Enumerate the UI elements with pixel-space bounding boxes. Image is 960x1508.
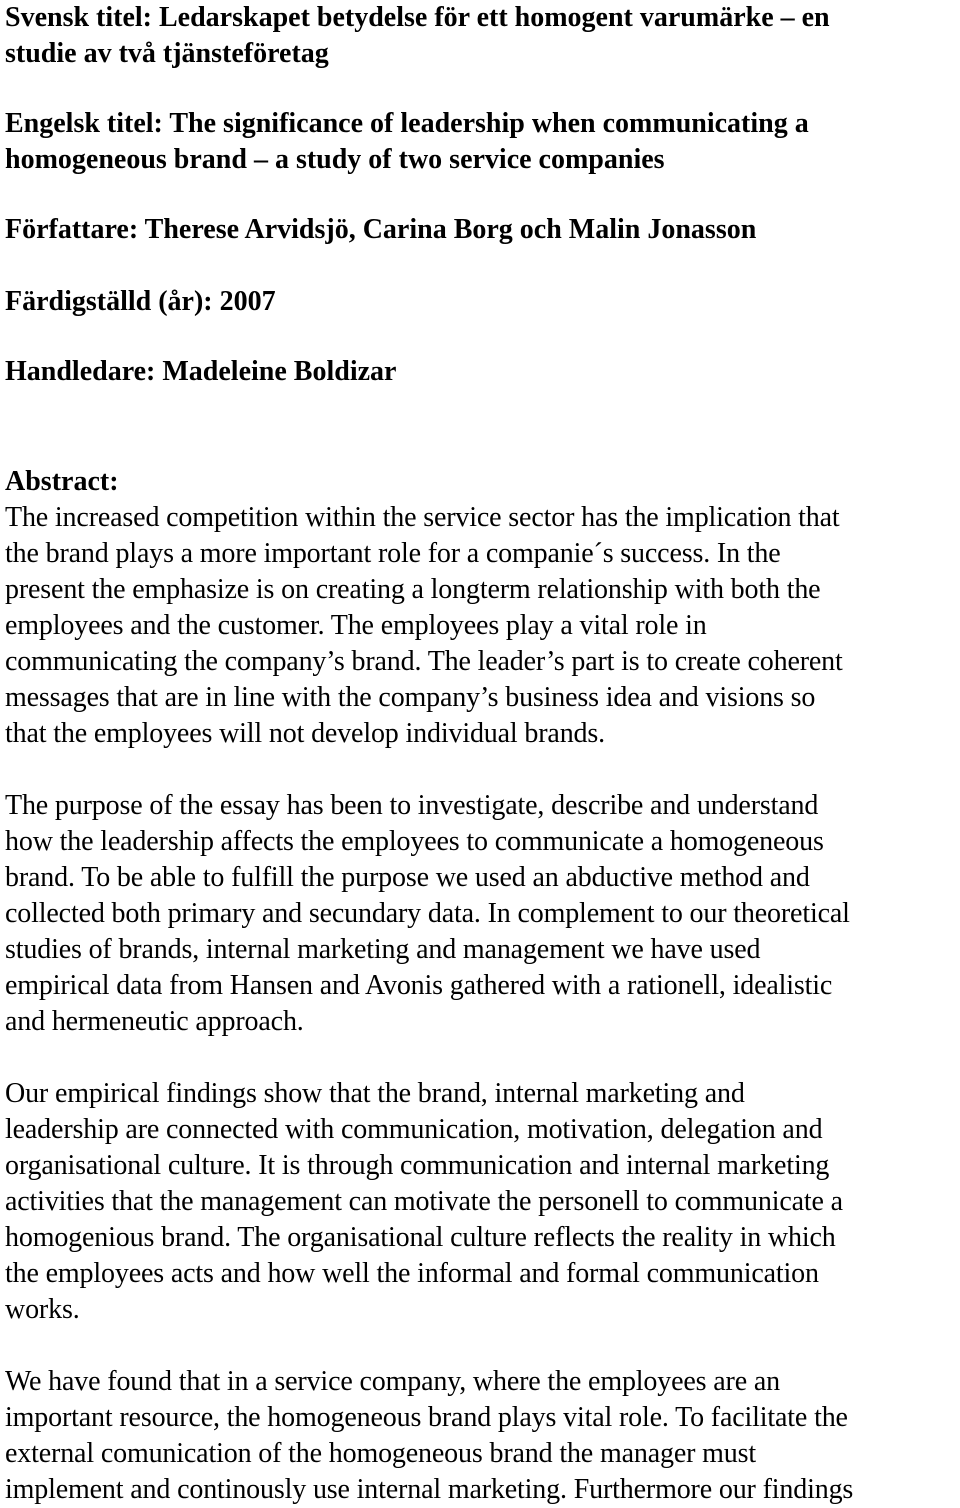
english-title-line: Engelsk titel: The significance of leadership when communicating a: [5, 108, 809, 139]
english-title: [5, 106, 957, 178]
text-line: The increased competition within the service sector has the implication that: [5, 502, 840, 533]
swedish-title-line: studie av två tjänsteföretag: [5, 38, 329, 69]
text-line: communicating the company’s brand. The leader’s part is to create coherent: [5, 646, 843, 677]
supervisor-line: Handledare: Madeleine Boldizar: [5, 356, 397, 387]
text-line: that the employees will not develop individual brands.: [5, 718, 605, 749]
text-line: The purpose of the essay has been to investigate, describe and understand: [5, 790, 819, 821]
abstract-paragraph: [5, 788, 957, 1040]
text-line: brand. To be able to fulfill the purpose we used an abductive method and: [5, 862, 810, 893]
text-line: employees and the customer. The employees play a vital role in: [5, 610, 707, 641]
text-line: collected both primary and secundary data. In complement to our theoretical: [5, 898, 850, 929]
text-line: the brand plays a more important role for a companie´s success. In the: [5, 538, 781, 569]
text-line: implement and continously use internal marketing. Furthermore our findings: [5, 1474, 854, 1505]
document-page: [5, 0, 957, 1508]
text-line: homogenious brand. The organisational culture reflects the reality in which: [5, 1222, 836, 1253]
text-line: organisational culture. It is through communication and internal marketing: [5, 1150, 830, 1181]
year-line: Färdigställd (år): 2007: [5, 286, 276, 317]
abstract-paragraph: [5, 500, 957, 752]
text-line: messages that are in line with the company’s business idea and visions so: [5, 682, 816, 713]
thesis-metadata: [5, 0, 957, 390]
text-line: empirical data from Hansen and Avonis gathered with a rationell, idealistic: [5, 970, 833, 1001]
text-line: and hermeneutic approach.: [5, 1006, 304, 1037]
text-line: how the leadership affects the employees to communicate a homogeneous: [5, 826, 824, 857]
text-line: We have found that in a service company, where the employees are an: [5, 1366, 780, 1397]
english-title-line: homogeneous brand – a study of two service companies: [5, 144, 665, 175]
supervisor: [5, 354, 957, 390]
swedish-title-line: Svensk titel: Ledarskapet betydelse för ett homogent varumärke – en: [5, 2, 830, 33]
text-line: Our empirical findings show that the brand, internal marketing and: [5, 1078, 745, 1109]
text-line: external comunication of the homogeneous brand the manager must: [5, 1438, 756, 1469]
text-line: works.: [5, 1294, 80, 1325]
authors-line: Författare: Therese Arvidsjö, Carina Borg och Malin Jonasson: [5, 214, 757, 245]
abstract-paragraph: [5, 1364, 957, 1508]
text-line: the employees acts and how well the informal and formal communication: [5, 1258, 819, 1289]
swedish-title: [5, 0, 957, 72]
abstract-section: [5, 464, 957, 1508]
text-line: activities that the management can motivate the personell to communicate a: [5, 1186, 843, 1217]
completion-year: [5, 284, 957, 320]
text-line: present the emphasize is on creating a longterm relationship with both the: [5, 574, 821, 605]
authors: [5, 212, 957, 248]
text-line: studies of brands, internal marketing and management we have used: [5, 934, 761, 965]
abstract-heading: Abstract:: [5, 466, 119, 497]
text-line: leadership are connected with communication, motivation, delegation and: [5, 1114, 823, 1145]
abstract-paragraph: [5, 1076, 957, 1328]
text-line: important resource, the homogeneous brand plays vital role. To facilitate the: [5, 1402, 848, 1433]
